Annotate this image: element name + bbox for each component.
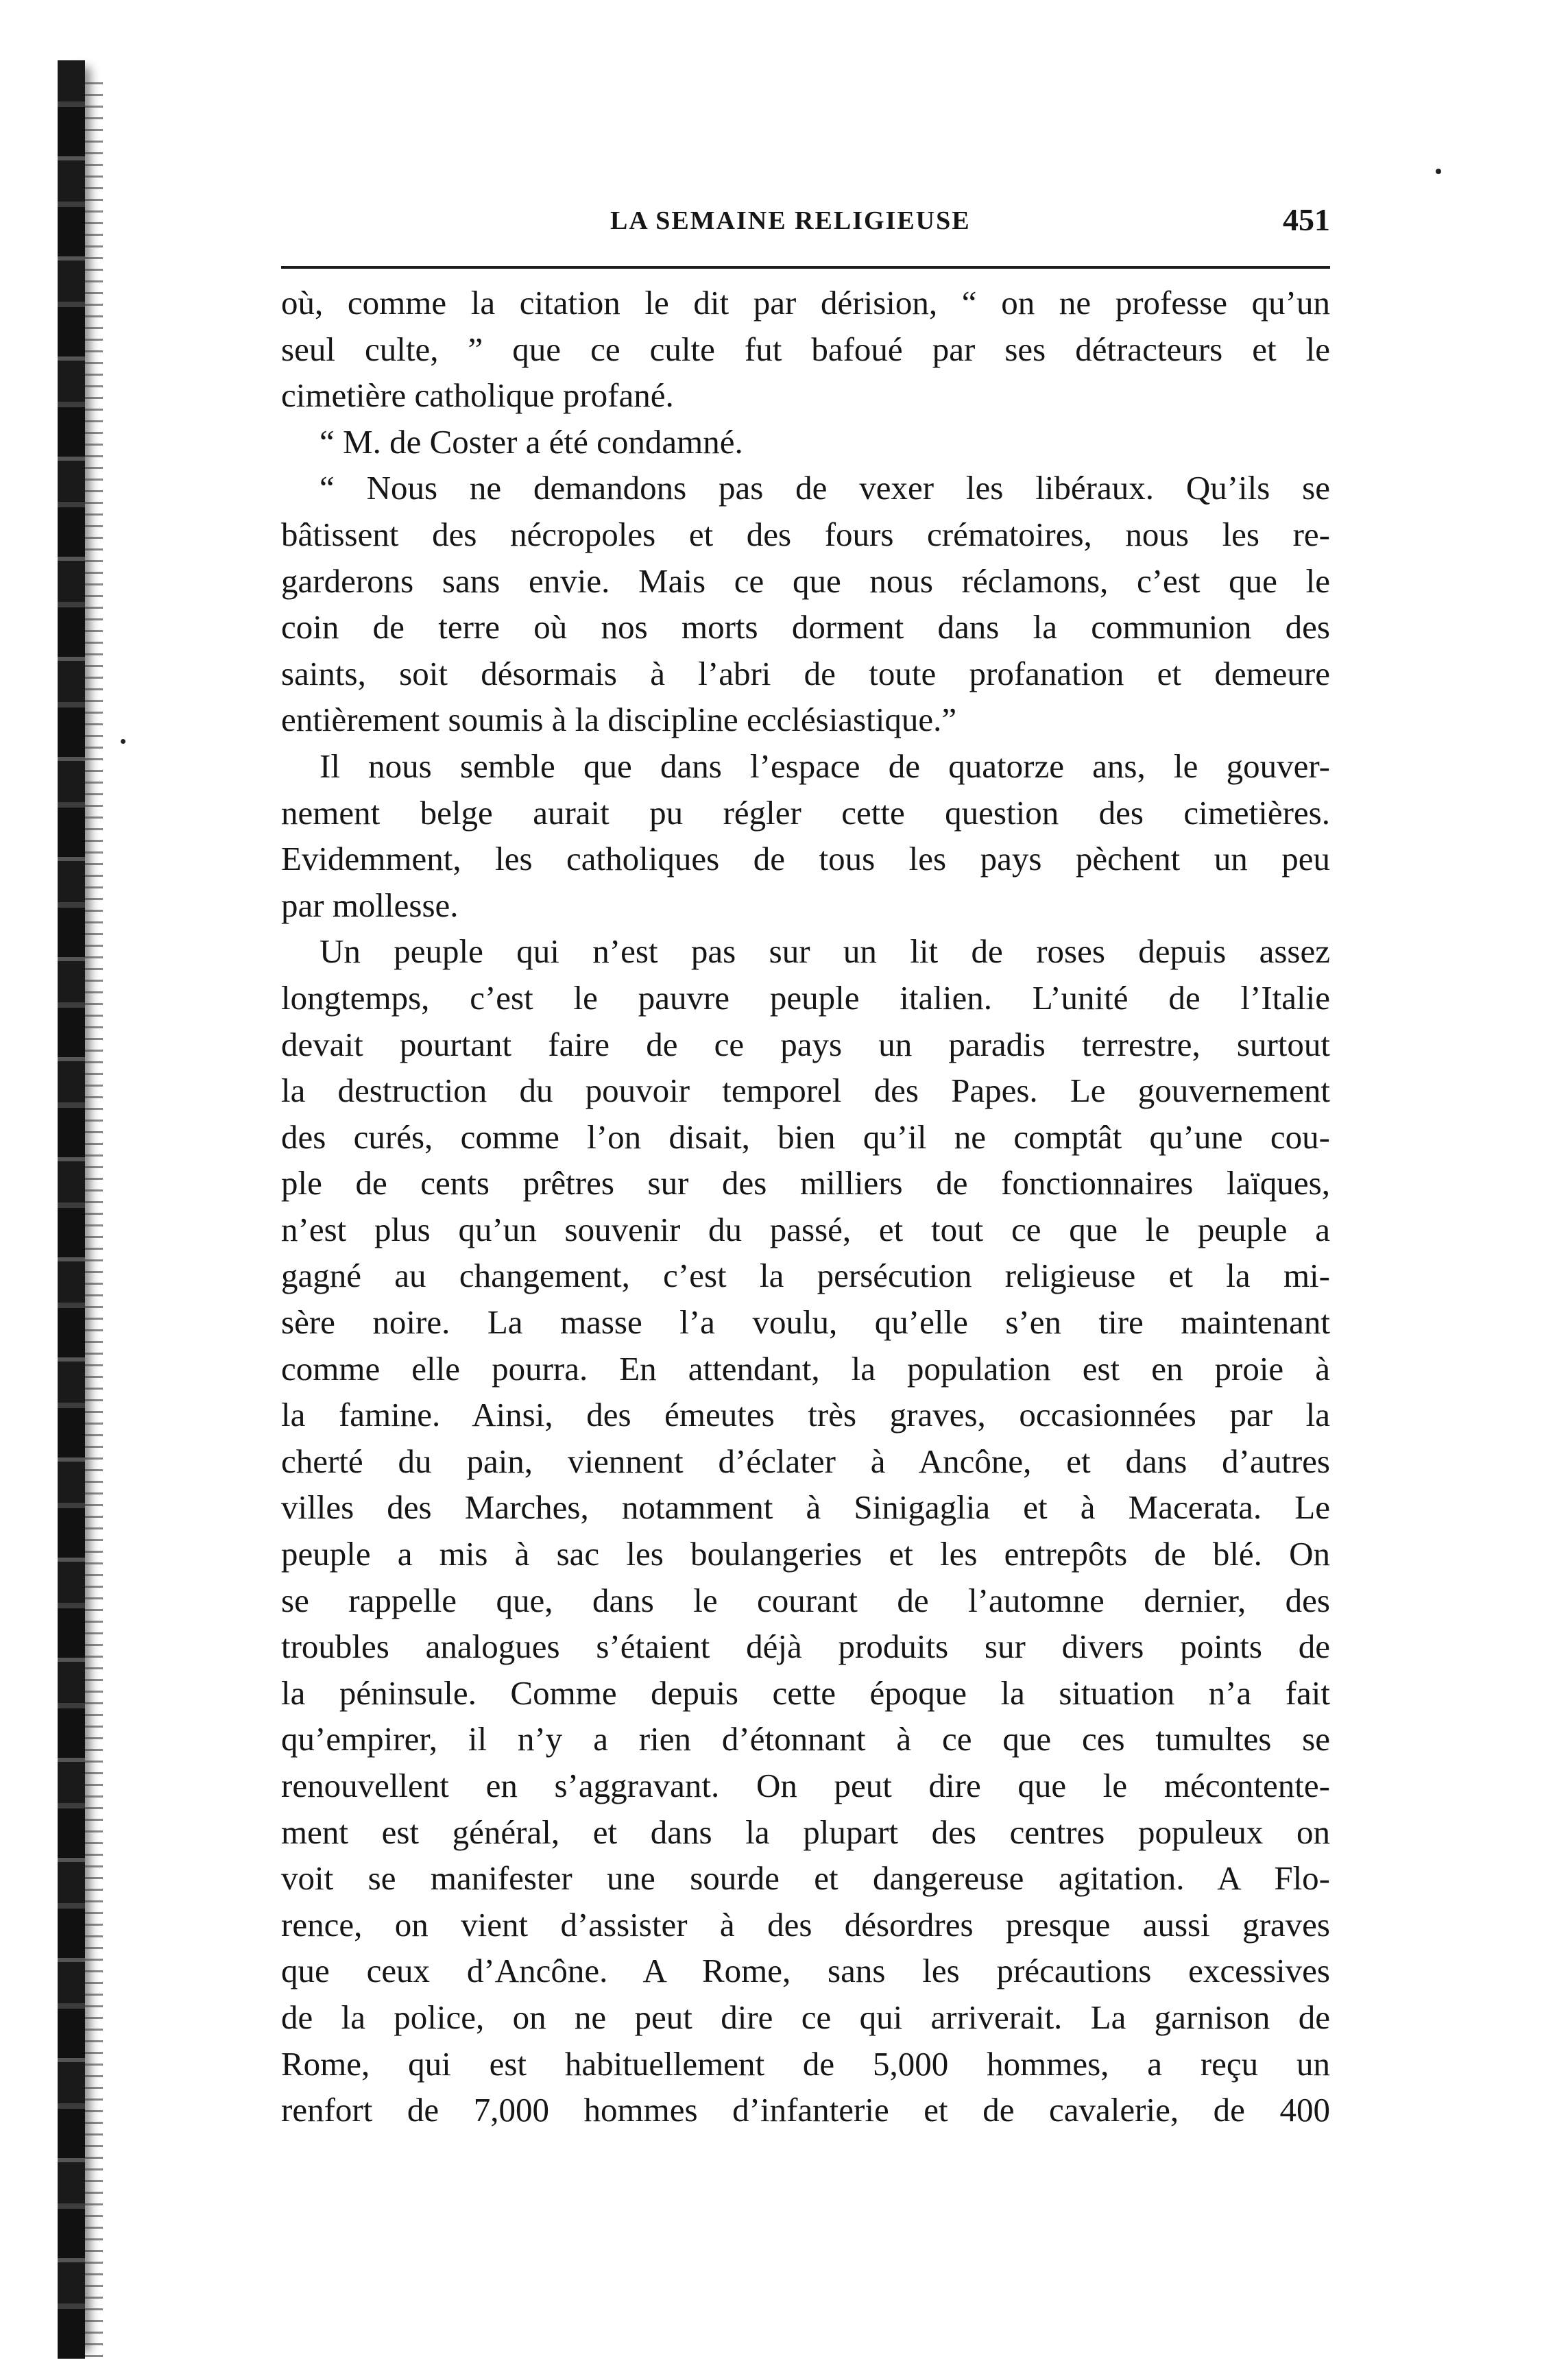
text-line: villes des Marches, notamment à Sinigaglia et à Macerata. Le [281,1488,1330,1527]
text-line: bâtissent des nécropoles et des fours crématoires, nous les re- [281,515,1330,553]
text-line: comme elle pourra. En attendant, la population est en proie à [281,1349,1330,1388]
running-head: LA SEMAINE RELIGIEUSE [610,206,971,235]
page-header [281,202,1330,256]
text-line: voit se manifester une sourde et dangereuse agitation. A Flo- [281,1859,1330,1898]
text-line: cherté du pain, viennent d’éclater à Ancône, et dans d’autres [281,1442,1330,1480]
text-line: n’est plus qu’un souvenir du passé, et tout ce que le peuple a [281,1210,1330,1248]
text-line: par mollesse. [281,886,459,924]
text-line: qu’empirer, il n’y a rien d’étonnant à ce que ces tumultes se [281,1720,1330,1758]
text-line: de la police, on ne peut dire ce qui arriverait. La garnison de [281,1998,1330,2036]
text-line: coin de terre où nos morts dorment dans la communion des [281,608,1330,646]
text-line: cimetière catholique profané. [281,376,674,415]
text-line: garderons sans envie. Mais ce que nous réclamons, c’est que le [281,561,1330,600]
text-line: la péninsule. Comme depuis cette époque la situation n’a fait [281,1673,1330,1712]
binding-shadow [85,82,103,2359]
text-line: Evidemment, les catholiques de tous les pays pèchent un peu [281,840,1330,878]
text-line: que ceux d’Ancône. A Rome, sans les précautions excessives [281,1952,1330,1990]
text-line: renfort de 7,000 hommes d’infanterie et de cavalerie, de 400 [281,2091,1330,2129]
text-line: seul culte, ” que ce culte fut bafoué par ses détracteurs et le [281,330,1330,368]
text-line: Rome, qui est habituellement de 5,000 hommes, a reçu un [281,2044,1330,2083]
text-line: se rappelle que, dans le courant de l’automne dernier, des [281,1581,1330,1619]
text-line: renouvellent en s’aggravant. On peut dire que le mécontente- [281,1767,1330,1804]
text-line: Un peuple qui n’est pas sur un lit de roses depuis assez [319,932,1330,971]
text-line: ment est général, et dans la plupart des centres populeux on [281,1813,1330,1851]
header-rule [281,266,1330,269]
text-line: gagné au changement, c’est la persécution religieuse et la mi- [281,1257,1330,1295]
text-line: rence, on vient d’assister à des désordres presque aussi graves [281,1905,1330,1944]
text-line: “ Nous ne demandons pas de vexer les libéraux. Qu’ils se [319,469,1330,507]
ink-speck [121,739,125,744]
text-line: ple de cents prêtres sur des milliers de fonctionnaires laïques, [281,1164,1330,1202]
text-line: troubles analogues s’étaient déjà produits sur divers points de [281,1628,1330,1666]
text-line: devait pourtant faire de ce pays un paradis terrestre, surtout [281,1025,1330,1063]
text-line: Il nous semble que dans l’espace de quatorze ans, le gouver- [319,747,1330,785]
text-line: peuple a mis à sac les boulangeries et les entrepôts de blé. On [281,1535,1330,1573]
text-line: où, comme la citation le dit par dérision, “ on ne professe qu’un [281,284,1330,322]
text-line: des curés, comme l’on disait, bien qu’il ne comptât qu’une cou- [281,1117,1330,1156]
text-line: sère noire. La masse l’a voulu, qu’elle s’en tire maintenant [281,1303,1330,1342]
text-line: longtemps, c’est le pauvre peuple italien. L’unité de l’Italie [281,978,1330,1017]
text-line: “ M. de Coster a été condamné. [319,422,743,461]
body-text [281,280,1330,2133]
page-number: 451 [1283,202,1330,237]
text-line: la famine. Ainsi, des émeutes très graves, occasionnées par la [281,1396,1330,1434]
text-line: saints, soit désormais à l’abri de toute profanation et demeure [281,654,1330,692]
text-line: entièrement soumis à la discipline ecclésiastique.” [281,701,957,739]
text-line: nement belge aurait pu régler cette question des cimetières. [281,793,1330,832]
ink-speck [1436,169,1441,174]
text-line: la destruction du pouvoir temporel des Papes. Le gouvernement [281,1072,1330,1110]
book-binding-edge [58,60,85,2359]
